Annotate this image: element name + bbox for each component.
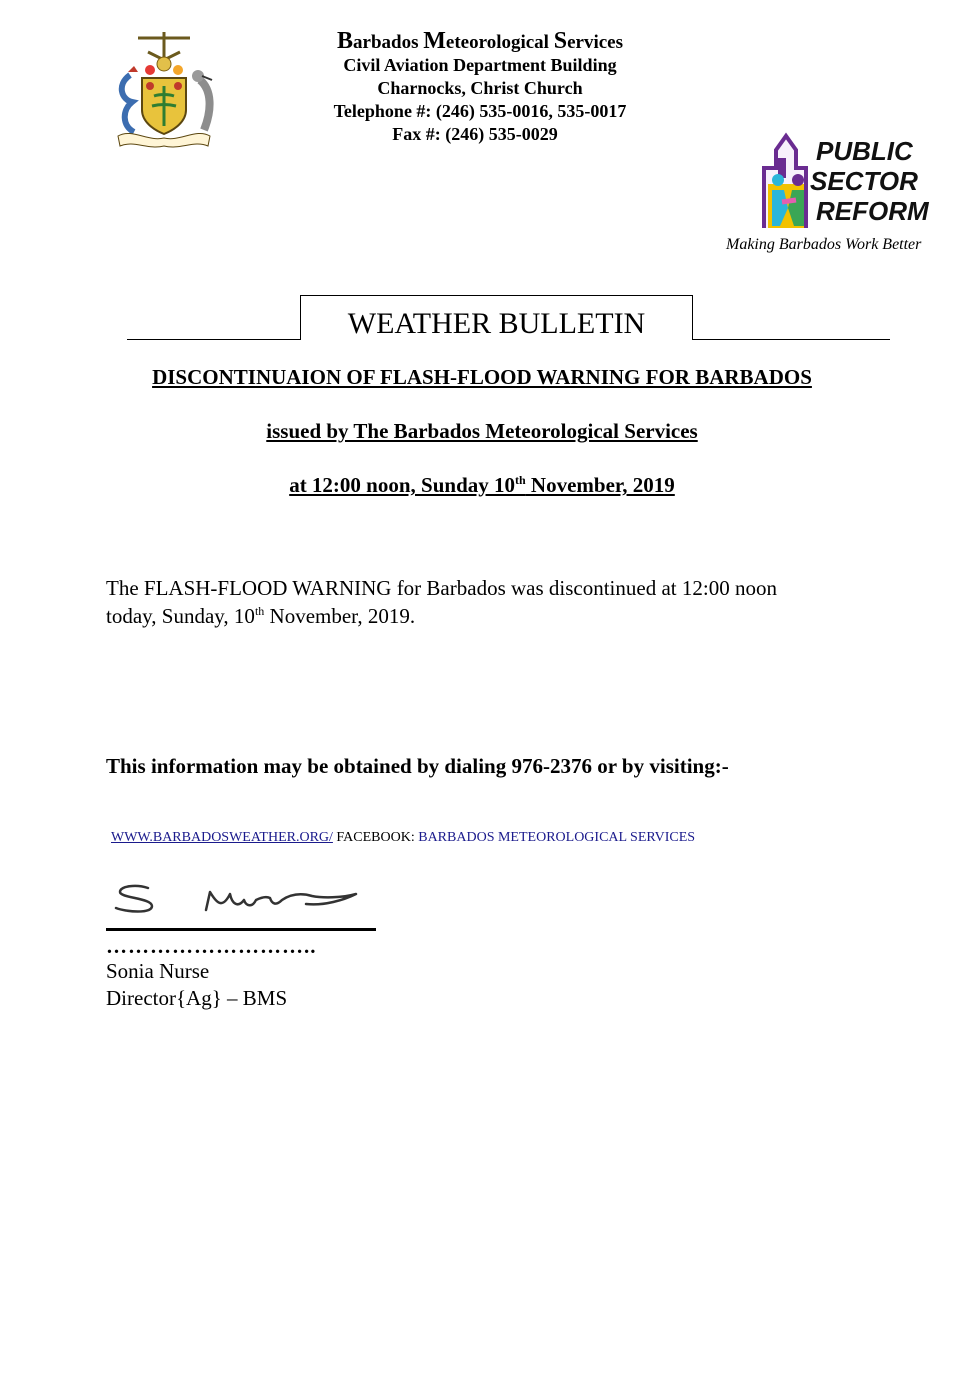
psr-tagline: Making Barbados Work Better xyxy=(726,236,922,253)
issue-time-line: at 12:00 noon, Sunday 10th November, 2019 xyxy=(289,473,675,497)
organization-name: Barbados Meteorological Services xyxy=(337,28,623,54)
body-line-2: today, Sunday, 10th November, 2019. xyxy=(106,604,416,628)
title-rule-left xyxy=(127,339,300,340)
facebook-page-link[interactable]: BARBADOS METEOROLOGICAL SERVICES xyxy=(418,830,696,845)
bulletin-heading: DISCONTINUAION OF FLASH-FLOOD WARNING FOR BARBADOS xyxy=(152,365,812,389)
bulletin-body xyxy=(106,574,896,630)
title-rule-right xyxy=(693,339,890,340)
handwritten-signature xyxy=(106,876,376,928)
signature-rule xyxy=(106,928,376,931)
public-sector-reform-logo xyxy=(758,128,929,233)
psr-word-reform: REFORM xyxy=(816,196,929,226)
address-line-2: Charnocks, Christ Church xyxy=(377,78,583,98)
organization-header xyxy=(300,30,660,146)
signatory-name: Sonia Nurse xyxy=(106,959,210,983)
fax-line: Fax #: (246) 535-0029 xyxy=(392,124,558,144)
coat-of-arms-logo xyxy=(108,30,220,150)
contact-links xyxy=(111,830,695,846)
address-line-1: Civil Aviation Department Building xyxy=(343,55,617,75)
website-link[interactable]: WWW.BARBADOSWEATHER.ORG/ xyxy=(111,830,333,845)
signatory-title: Director{Ag} – BMS xyxy=(106,986,288,1010)
telephone-line: Telephone #: (246) 535-0016, 535-0017 xyxy=(333,101,627,121)
psr-word-public: PUBLIC xyxy=(816,136,913,166)
psr-word-sector: SECTOR xyxy=(810,166,918,196)
bulletin-title: WEATHER BULLETIN xyxy=(300,295,693,340)
contact-info: This information may be obtained by dialing 976-2376 or by visiting:- xyxy=(106,754,729,778)
signature-dots: ……………………….. xyxy=(106,934,317,958)
issued-by-line: issued by The Barbados Meteorological Services xyxy=(266,419,698,443)
signatory-block xyxy=(106,958,287,1012)
facebook-label: FACEBOOK: xyxy=(332,830,419,845)
body-line-1: The FLASH-FLOOD WARNING for Barbados was discontinued at 12:00 noon xyxy=(106,576,777,600)
